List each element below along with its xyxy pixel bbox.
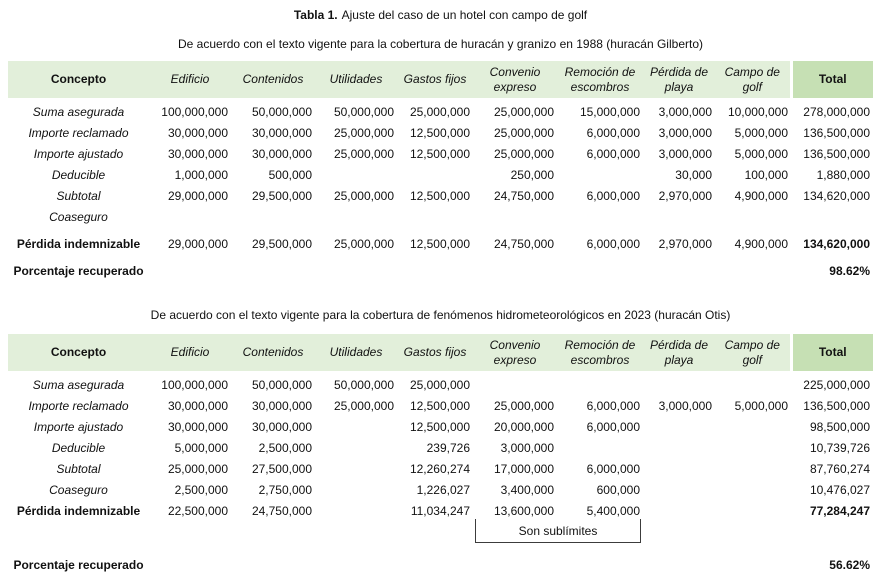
- cell-value: 5,400,000: [586, 504, 640, 518]
- cell-value: 4,900,000: [734, 189, 788, 203]
- cell-value: [557, 434, 643, 455]
- cell-value: 3,000,000: [658, 147, 712, 161]
- cell-value: [397, 161, 473, 182]
- cell-value: 25,000,000: [493, 147, 554, 161]
- cell-value: 87,760,274: [809, 462, 870, 476]
- cell-value: 15,000,000: [579, 105, 640, 119]
- cell-value: 24,750,000: [251, 504, 312, 518]
- cell-value: 6,000,000: [586, 126, 640, 140]
- column-header: Pérdida de playa: [643, 334, 715, 371]
- cell-value: [557, 161, 643, 182]
- cell-value: [715, 497, 791, 518]
- cell-value: [643, 251, 715, 278]
- row-label: Subtotal: [56, 462, 101, 476]
- cell-value: [557, 251, 643, 278]
- column-header: Convenio expreso: [473, 334, 557, 371]
- cell-value: 56.62%: [829, 558, 870, 572]
- table-row: [8, 392, 873, 413]
- cell-value: [473, 203, 557, 224]
- cell-value: 1,000,000: [174, 168, 228, 182]
- cell-value: 134,620,000: [803, 189, 870, 203]
- column-header: Remoción de escombros: [557, 334, 643, 371]
- cell-value: 10,476,027: [809, 483, 870, 497]
- cell-value: 5,000,000: [734, 399, 788, 413]
- cell-value: 17,000,000: [493, 462, 554, 476]
- table-1988-subtitle: De acuerdo con el texto vigente para la cobertura de huracán y granizo en 1988 (huracán Gilberto): [178, 37, 703, 51]
- sublimits-bracket-cell: [473, 518, 643, 545]
- cell-value: [715, 251, 791, 278]
- cell-value: 100,000,000: [161, 105, 228, 119]
- table-row: [8, 182, 873, 203]
- table-row: [8, 434, 873, 455]
- row-label: Suma asegurada: [32, 105, 125, 119]
- row-label: Porcentaje recuperado: [13, 558, 144, 572]
- cell-value: 500,000: [268, 168, 312, 182]
- cell-value: 98,500,000: [809, 420, 870, 434]
- column-header: Gastos fijos: [397, 334, 473, 371]
- cell-value: [643, 203, 715, 224]
- cell-value: 25,000,000: [333, 399, 394, 413]
- cell-value: 2,500,000: [258, 441, 312, 455]
- cell-value: [557, 545, 643, 572]
- column-header: Concepto: [8, 61, 149, 98]
- cell-value: 100,000: [744, 168, 788, 182]
- cell-value: 25,000,000: [493, 105, 554, 119]
- table-2023-subtitle: De acuerdo con el texto vigente para la cobertura de fenómenos hidrometeorológicos en 2023 (huracán Otis): [150, 308, 731, 322]
- cell-value: [315, 413, 397, 434]
- cell-value: 6,000,000: [586, 420, 640, 434]
- cell-value: 30,000,000: [251, 420, 312, 434]
- cell-value: [149, 203, 231, 224]
- cell-value: 24,750,000: [493, 189, 554, 203]
- cell-value: 30,000,000: [167, 399, 228, 413]
- table-row: [8, 203, 873, 224]
- cell-value: 6,000,000: [586, 462, 640, 476]
- cell-value: 98.62%: [829, 264, 870, 278]
- caption-label: Tabla 1.: [293, 8, 338, 22]
- table-row: [8, 455, 873, 476]
- cell-value: 12,500,000: [409, 237, 470, 251]
- cell-value: [397, 203, 473, 224]
- cell-value: [643, 371, 715, 392]
- cell-value: [231, 251, 315, 278]
- cell-value: [557, 203, 643, 224]
- cell-value: 3,000,000: [500, 441, 554, 455]
- cell-value: 30,000,000: [251, 147, 312, 161]
- cell-value: 4,900,000: [734, 237, 788, 251]
- cell-value: 22,500,000: [167, 504, 228, 518]
- row-label: Deducible: [51, 441, 106, 455]
- cell-value: 29,500,000: [251, 237, 312, 251]
- cell-value: 25,000,000: [409, 378, 470, 392]
- cell-value: [231, 203, 315, 224]
- cell-value: 100,000,000: [161, 378, 228, 392]
- column-header: Campo de golf: [715, 61, 791, 98]
- cell-value: [473, 545, 557, 572]
- cell-value: 5,000,000: [174, 441, 228, 455]
- row-label: Deducible: [51, 168, 106, 182]
- cell-value: 24,750,000: [493, 237, 554, 251]
- cell-value: 6,000,000: [586, 147, 640, 161]
- cell-value: 25,000,000: [409, 105, 470, 119]
- cell-value: 30,000,000: [167, 147, 228, 161]
- cell-value: 134,620,000: [803, 237, 870, 251]
- row-label: Subtotal: [56, 189, 101, 203]
- cell-value: [315, 545, 397, 572]
- cell-value: 30,000,000: [167, 126, 228, 140]
- cell-value: 136,500,000: [803, 147, 870, 161]
- cell-value: 25,000,000: [493, 399, 554, 413]
- cell-value: [315, 434, 397, 455]
- cell-value: [397, 545, 473, 572]
- cell-value: [715, 371, 791, 392]
- cell-value: [315, 203, 397, 224]
- row-label: Importe ajustado: [33, 147, 124, 161]
- cell-value: 25,000,000: [333, 237, 394, 251]
- cell-value: 3,000,000: [658, 399, 712, 413]
- column-header: Concepto: [8, 334, 149, 371]
- cell-value: 50,000,000: [251, 378, 312, 392]
- row-label: Coaseguro: [49, 483, 108, 497]
- cell-value: 50,000,000: [333, 378, 394, 392]
- cell-value: [315, 455, 397, 476]
- row-label: Pérdida indemnizable: [16, 504, 141, 518]
- table-row: [8, 119, 873, 140]
- cell-value: [557, 371, 643, 392]
- row-label: Importe reclamado: [28, 126, 129, 140]
- column-header: Convenio expreso: [473, 61, 557, 98]
- spacer-cell: [643, 518, 873, 545]
- cell-value: 12,500,000: [409, 399, 470, 413]
- cell-value: [473, 371, 557, 392]
- table-row: [8, 545, 873, 572]
- cell-value: 12,500,000: [409, 147, 470, 161]
- cell-value: 13,600,000: [493, 504, 554, 518]
- row-label: Importe reclamado: [28, 399, 129, 413]
- cell-value: 12,500,000: [409, 189, 470, 203]
- cell-value: 278,000,000: [803, 105, 870, 119]
- cell-value: 25,000,000: [333, 189, 394, 203]
- cell-value: 2,750,000: [258, 483, 312, 497]
- cell-value: 30,000: [675, 168, 712, 182]
- cell-value: [715, 476, 791, 497]
- cell-value: 3,400,000: [500, 483, 554, 497]
- table-row: [8, 251, 873, 278]
- cell-value: 12,260,274: [409, 462, 470, 476]
- row-label: Suma asegurada: [32, 378, 125, 392]
- cell-value: 225,000,000: [803, 378, 870, 392]
- figure-caption: [8, 7, 873, 23]
- cell-value: [643, 476, 715, 497]
- cell-value: 250,000: [510, 168, 554, 182]
- header-row: [8, 334, 873, 371]
- cell-value: 10,000,000: [727, 105, 788, 119]
- cell-value: 29,000,000: [167, 189, 228, 203]
- cell-value: 2,970,000: [658, 237, 712, 251]
- cell-value: [715, 434, 791, 455]
- table-row: [8, 497, 873, 518]
- column-header: Edificio: [149, 334, 231, 371]
- cell-value: [643, 413, 715, 434]
- column-header: Contenidos: [231, 334, 315, 371]
- cell-value: 30,000,000: [251, 126, 312, 140]
- cell-value: 30,000,000: [167, 420, 228, 434]
- cell-value: 1,880,000: [816, 168, 870, 182]
- column-header: Total: [791, 334, 873, 371]
- column-header: Campo de golf: [715, 334, 791, 371]
- cell-value: 136,500,000: [803, 126, 870, 140]
- cell-value: 2,970,000: [658, 189, 712, 203]
- column-header: Edificio: [149, 61, 231, 98]
- cell-value: [149, 545, 231, 572]
- header-row: [8, 61, 873, 98]
- cell-value: 6,000,000: [586, 399, 640, 413]
- cell-value: 12,500,000: [409, 126, 470, 140]
- cell-value: 12,500,000: [409, 420, 470, 434]
- table-row: [8, 98, 873, 119]
- cell-value: [397, 251, 473, 278]
- table-2023: [8, 334, 873, 572]
- cell-value: [643, 497, 715, 518]
- cell-value: 77,284,247: [809, 504, 870, 518]
- column-header: Remoción de escombros: [557, 61, 643, 98]
- cell-value: 3,000,000: [658, 105, 712, 119]
- cell-value: [149, 251, 231, 278]
- cell-value: 27,500,000: [251, 462, 312, 476]
- cell-value: 29,000,000: [167, 237, 228, 251]
- cell-value: 30,000,000: [251, 399, 312, 413]
- cell-value: 10,739,726: [809, 441, 870, 455]
- cell-value: 25,000,000: [493, 126, 554, 140]
- cell-value: [643, 455, 715, 476]
- cell-value: 11,034,247: [410, 504, 470, 518]
- column-header: Contenidos: [231, 61, 315, 98]
- row-label: Coaseguro: [49, 210, 108, 224]
- cell-value: 25,000,000: [333, 126, 394, 140]
- sublimits-note-row: [8, 518, 873, 545]
- table-row: [8, 371, 873, 392]
- table-row: [8, 224, 873, 251]
- cell-value: [643, 434, 715, 455]
- column-header: Utilidades: [315, 61, 397, 98]
- cell-value: 5,000,000: [734, 147, 788, 161]
- cell-value: 136,500,000: [803, 399, 870, 413]
- cell-value: [473, 251, 557, 278]
- cell-value: [315, 161, 397, 182]
- cell-value: [315, 251, 397, 278]
- caption-text: Ajuste del caso de un hotel con campo de golf: [341, 8, 588, 22]
- cell-value: 20,000,000: [493, 420, 554, 434]
- row-label: Importe ajustado: [33, 420, 124, 434]
- cell-value: 3,000,000: [658, 126, 712, 140]
- column-header: Total: [791, 61, 873, 98]
- cell-value: 239,726: [426, 441, 470, 455]
- column-header: Pérdida de playa: [643, 61, 715, 98]
- cell-value: [715, 203, 791, 224]
- cell-value: 6,000,000: [586, 189, 640, 203]
- table-row: [8, 476, 873, 497]
- cell-value: [715, 545, 791, 572]
- cell-value: 6,000,000: [586, 237, 640, 251]
- table-1988: [8, 61, 873, 278]
- cell-value: 25,000,000: [167, 462, 228, 476]
- cell-value: 50,000,000: [333, 105, 394, 119]
- cell-value: [315, 476, 397, 497]
- table-row: [8, 413, 873, 434]
- table-row: [8, 161, 873, 182]
- spacer-cell: [8, 518, 473, 545]
- cell-value: [715, 455, 791, 476]
- row-label: Pérdida indemnizable: [16, 237, 141, 251]
- cell-value: 2,500,000: [174, 483, 228, 497]
- cell-value: 1,226,027: [416, 483, 470, 497]
- cell-value: 600,000: [596, 483, 640, 497]
- table-row: [8, 140, 873, 161]
- cell-value: 50,000,000: [251, 105, 312, 119]
- column-header: Utilidades: [315, 334, 397, 371]
- cell-value: [643, 545, 715, 572]
- cell-value: 25,000,000: [333, 147, 394, 161]
- cell-value: [231, 545, 315, 572]
- cell-value: 29,500,000: [251, 189, 312, 203]
- cell-value: 5,000,000: [734, 126, 788, 140]
- cell-value: [791, 203, 873, 224]
- sublimits-bracket: Son sublímites: [475, 519, 641, 543]
- row-label: Porcentaje recuperado: [13, 264, 144, 278]
- cell-value: [715, 413, 791, 434]
- column-header: Gastos fijos: [397, 61, 473, 98]
- cell-value: [315, 497, 397, 518]
